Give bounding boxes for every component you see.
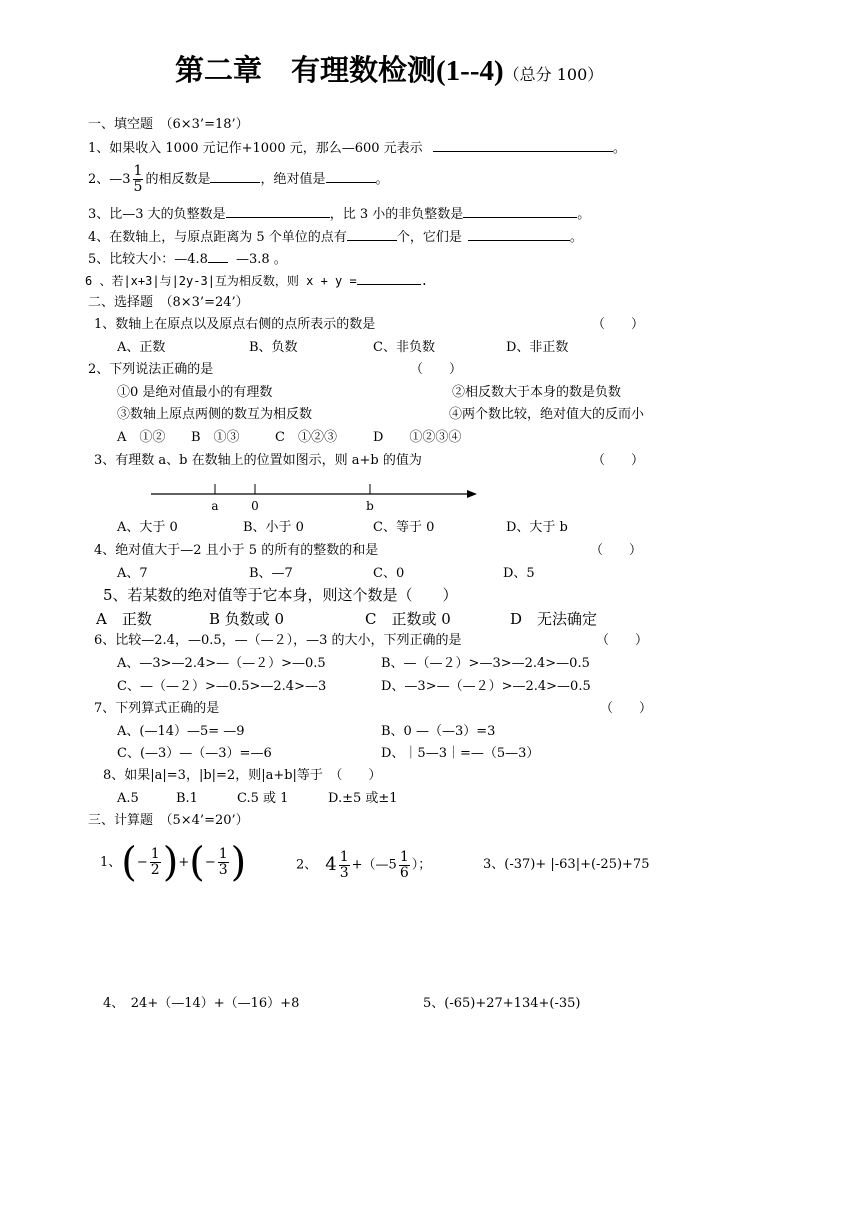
s2-q6-option-c[interactable]: C、—（—２）>—0.5>—2.4>—3 (117, 679, 327, 694)
s1-q2-mid: 的相反数是 (145, 172, 211, 187)
s1-q4-blank-1[interactable] (347, 228, 397, 241)
s2-q2-answer-paren[interactable]: （ ） (410, 362, 463, 377)
s3-calc-4: 4、 24+（—14）+（—16）+8 (103, 996, 300, 1011)
section2-heading: 二、选择题 （8×3’=24’） (88, 295, 249, 310)
s1-question-5 (88, 250, 287, 268)
s1-q4-end: 。 (569, 230, 583, 245)
s2-q2-option-a[interactable]: A ①② (117, 430, 166, 445)
s2-q4-text: 4、绝对值大于—2 且小于 5 的所有的整数的和是 (94, 543, 379, 558)
s1-q1-text: 1、如果收入 1000 元记作+1000 元，那么—600 元表示 (88, 141, 423, 156)
s2-q4-option-c[interactable]: C、0 (373, 566, 405, 581)
s1-question-3 (88, 205, 590, 223)
s1-q6-blank[interactable] (357, 272, 421, 285)
s3-calc-5: 5、(-65)+27+134+(-35) (423, 996, 581, 1011)
s2-q3-text: 3、有理数 a、b 在数轴上的位置如图示，则 a+b 的值为 (94, 453, 422, 468)
s1-q1-end: 。 (612, 141, 626, 156)
s3-c1-fraction-1 (150, 847, 161, 878)
s3-calc-2 (296, 845, 431, 886)
s2-q2-option-d[interactable]: D ①②③④ (373, 430, 462, 445)
s3-c1-fraction-2 (218, 847, 229, 878)
s1-question-6 (85, 272, 428, 289)
s1-question-2 (88, 164, 389, 195)
fraction-numerator: 1 (339, 848, 349, 865)
s3-calc-1 (100, 840, 246, 886)
s2-q5-option-b[interactable]: B 负数或 0 (209, 610, 285, 628)
s2-q1-option-d[interactable]: D、非正数 (506, 340, 569, 355)
s2-q7-answer-paren[interactable]: （ ） (600, 701, 653, 716)
s3-c1-minus-2: − (204, 855, 216, 870)
label-zero: 0 (251, 499, 259, 513)
s2-q3-option-b[interactable]: B、小于 0 (243, 520, 304, 535)
page-title (175, 48, 603, 89)
s1-question-1 (88, 139, 626, 157)
fraction-denominator: 3 (218, 862, 228, 878)
s2-q4-option-d[interactable]: D、5 (503, 566, 535, 581)
s3-c2-fraction-1 (339, 850, 350, 881)
s2-q2-statement-3: ③数轴上原点两侧的数互为相反数 (117, 407, 313, 422)
left-paren: ( (189, 839, 205, 886)
fraction-denominator: 6 (399, 864, 409, 881)
title-total-score: （总分 100） (503, 65, 604, 84)
s2-q7-option-c[interactable]: C、(—3）—（—3）=—6 (117, 746, 272, 761)
s1-q3-blank-1[interactable] (226, 205, 330, 218)
s1-question-4 (88, 228, 583, 246)
s2-q8-option-b[interactable]: B.1 (176, 791, 198, 806)
s2-q1-option-c[interactable]: C、非负数 (373, 340, 435, 355)
s2-q2-statement-1: ①0 是绝对值最小的有理数 (117, 385, 273, 400)
fraction-denominator: 3 (339, 864, 349, 881)
s2-q6-text: 6、比较—2.4，—0.5，—（—２），—3 的大小，下列正确的是 (94, 633, 462, 648)
s3-c2-mid: +（—5 (351, 857, 397, 873)
s2-q2-option-c[interactable]: C ①②③ (275, 430, 337, 445)
number-line-figure (145, 478, 485, 518)
s3-calc-3: 3、(-37)+ |-63|+(-25)+75 (483, 857, 650, 872)
s2-q7-option-b[interactable]: B、0 —（—3）=3 (381, 724, 496, 739)
right-paren: ) (230, 839, 247, 886)
fraction-numerator: 1 (133, 163, 143, 179)
s2-q5-text: 5、若某数的绝对值等于它本身，则这个数是（ ） (103, 586, 458, 604)
label-a: a (211, 499, 219, 513)
s2-q8-option-d[interactable]: D.±5 或±1 (328, 791, 398, 806)
s2-q7-option-d[interactable]: D、｜5—3｜=—（5—3） (381, 746, 540, 761)
s2-q3-answer-paren[interactable]: （ ） (592, 453, 645, 468)
s2-q6-option-b[interactable]: B、—（—２）>—3>—2.4>—0.5 (381, 656, 590, 671)
right-paren: ) (162, 839, 179, 886)
s1-q2-fraction (133, 164, 144, 195)
s2-q6-option-a[interactable]: A、—3>—2.4>—（—２）>—0.5 (117, 656, 326, 671)
s2-q5-option-c[interactable]: C 正数或 0 (365, 610, 451, 628)
s2-q2-statement-2: ②相反数大于本身的数是负数 (452, 385, 622, 400)
s2-q5-option-d[interactable]: D 无法确定 (510, 610, 598, 628)
section3-heading: 三、计算题 （5×4’=20’） (88, 813, 249, 828)
fraction-denominator: 2 (150, 862, 160, 878)
s1-q5-b: —3.8 。 (235, 252, 287, 267)
s2-q8-text: 8、如果|a|=3，|b|=2，则|a+b|等于 （ ） (103, 768, 382, 783)
s1-q2-prefix: 2、—3 (88, 172, 131, 187)
s1-q2-mid2: ，绝对值是 (260, 172, 326, 187)
s2-q1-option-a[interactable]: A、正数 (117, 340, 166, 355)
s3-c1-minus-1: − (136, 855, 148, 870)
fraction-denominator: 5 (133, 179, 143, 195)
s2-q2-text: 2、下列说法正确的是 (88, 362, 214, 377)
s1-q6-end: . (420, 274, 428, 288)
s2-q5-option-a[interactable]: A 正数 (96, 610, 152, 628)
s2-q1-text: 1、数轴上在原点以及原点右侧的点所表示的数是 (94, 317, 376, 332)
s1-q3-blank-2[interactable] (463, 205, 577, 218)
s1-q4-b: 个，它们是 (396, 230, 462, 245)
fraction-numerator: 1 (399, 848, 409, 865)
s2-q4-option-a[interactable]: A、7 (117, 566, 148, 581)
s3-c1-plus: + (178, 855, 190, 870)
s2-q7-option-a[interactable]: A、(—14）—5= —9 (117, 724, 245, 739)
fraction-numerator: 1 (150, 846, 160, 862)
fraction-numerator: 1 (218, 846, 228, 862)
s2-q8-option-a[interactable]: A.5 (117, 791, 139, 806)
section1-heading: 一、填空题 （6×3’=18’） (88, 117, 249, 132)
s1-q3-b: ，比 3 小的非负整数是 (329, 207, 464, 222)
s2-q2-statement-4: ④两个数比较，绝对值大的反而小 (449, 407, 645, 422)
s1-q4-a: 4、在数轴上，与原点距离为 5 个单位的点有 (88, 230, 347, 245)
s1-q5-blank[interactable] (208, 250, 228, 263)
s2-q6-option-d[interactable]: D、—3>—（—２）>—2.4>—0.5 (381, 679, 591, 694)
s3-c2-end: ）； (411, 857, 432, 873)
s2-q3-option-a[interactable]: A、大于 0 (117, 520, 178, 535)
s1-q2-end: 。 (375, 172, 389, 187)
number-line-arrow-icon (467, 490, 477, 498)
s2-q7-text: 7、下列算式正确的是 (94, 701, 220, 716)
s1-q4-blank-2[interactable] (468, 228, 570, 241)
s1-q1-blank[interactable] (433, 139, 613, 152)
s1-q3-end: 。 (577, 207, 591, 222)
s1-q3-a: 3、比—3 大的负整数是 (88, 207, 226, 222)
label-b: b (366, 499, 374, 513)
s3-c1-label: 1、 (100, 855, 122, 870)
s2-q1-answer-paren[interactable]: （ ） (592, 317, 645, 332)
s2-q3-option-c[interactable]: C、等于 0 (373, 520, 435, 535)
s3-c2-whole: 4 (325, 854, 337, 875)
s2-q4-answer-paren[interactable]: （ ） (590, 543, 643, 558)
s2-q2-option-b[interactable]: B ①③ (191, 430, 240, 445)
s2-q1-option-b[interactable]: B、负数 (249, 340, 298, 355)
s1-q6-a: 6 、若|x+3|与|2y-3|互为相反数，则 x + y = (85, 274, 357, 288)
s1-q2-blank-1[interactable] (210, 170, 260, 183)
left-paren: ( (121, 839, 137, 886)
s3-c2-fraction-2 (399, 850, 410, 881)
s2-q8-option-c[interactable]: C.5 或 1 (237, 791, 289, 806)
s3-c2-label: 2、 (296, 857, 318, 873)
s2-q3-option-d[interactable]: D、大于 b (506, 520, 568, 535)
s2-q6-answer-paren[interactable]: （ ） (596, 633, 649, 648)
s1-q2-blank-2[interactable] (326, 170, 376, 183)
s1-q5-a: 5、比较大小：—4.8 (88, 252, 208, 267)
title-main: 第二章 有理数检测(1--4) (175, 55, 504, 87)
s2-q4-option-b[interactable]: B、—7 (249, 566, 293, 581)
